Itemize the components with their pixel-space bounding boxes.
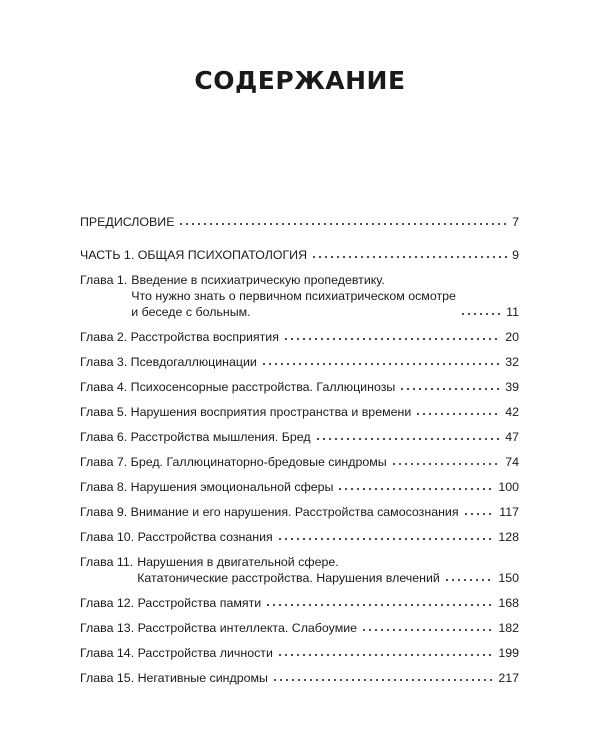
toc-entry-label: Глава 4. Психосенсорные расстройства. Галлюцинозы	[80, 380, 396, 394]
toc-entry-preface	[80, 214, 519, 230]
toc-entry-label	[80, 272, 456, 320]
toc-entry-label: Глава 2. Расстройства восприятия	[80, 330, 279, 344]
toc-entry-page: 11	[506, 305, 519, 319]
dot-leader	[265, 603, 494, 607]
dot-leader	[277, 653, 494, 657]
toc-entry-chapter-3	[80, 354, 519, 370]
toc-entry-label: Глава 3. Псевдогаллюцинации	[80, 355, 257, 369]
toc-entry-page: 168	[498, 596, 519, 610]
chapter-title-line: и беседе с больным.	[131, 305, 251, 319]
toc-entry-label: ЧАСТЬ 1. ОБЩАЯ ПСИХОПАТОЛОГИЯ	[80, 248, 308, 262]
toc-entry-chapter-1	[80, 272, 519, 320]
toc-entry-chapter-14	[80, 645, 519, 661]
toc-entry-label: Глава 9. Внимание и его нарушения. Расстройства самосознания	[80, 505, 459, 519]
toc-entry-chapter-6	[80, 429, 519, 445]
toc-entry-page: 20	[505, 330, 519, 344]
dot-leader	[337, 487, 494, 491]
toc-entry-page: 42	[505, 405, 519, 419]
toc-entry-label: Глава 13. Расстройства интеллекта. Слабоумие	[80, 621, 358, 635]
dot-leader	[361, 628, 494, 632]
toc-entry-label: ПРЕДИСЛОВИЕ	[80, 215, 175, 229]
toc-entry-page: 9	[512, 248, 519, 262]
toc-entry-chapter-10	[80, 529, 519, 545]
dot-leader	[399, 387, 501, 391]
dot-leader	[460, 312, 502, 316]
dot-leader	[311, 255, 508, 259]
toc-entry-page: 32	[505, 355, 519, 369]
table-of-contents	[80, 214, 519, 686]
toc-entry-label: Глава 5. Нарушения восприятия пространства и времени	[80, 405, 412, 419]
toc-entry-page: 74	[505, 455, 519, 469]
dot-leader	[463, 512, 496, 516]
toc-entry-label: Глава 15. Негативные синдромы	[80, 671, 268, 685]
dot-leader	[261, 362, 501, 366]
toc-entry-chapter-7	[80, 454, 519, 470]
toc-entry-page: 117	[499, 505, 519, 519]
toc-entry-label	[80, 554, 440, 586]
toc-entry-label: Глава 10. Расстройства сознания	[80, 530, 273, 544]
toc-entry-page: 100	[498, 480, 519, 494]
toc-entry-chapter-4	[80, 379, 519, 395]
toc-entry-page: 199	[498, 646, 519, 660]
toc-entry-page: 217	[498, 671, 519, 685]
toc-entry-chapter-11	[80, 554, 519, 586]
toc-entry-page: 150	[498, 571, 519, 585]
toc-entry-page: 128	[498, 530, 519, 544]
chapter-title-line: Нарушения в двигательной сфере.	[137, 555, 339, 569]
toc-entry-label: Глава 12. Расстройства памяти	[80, 596, 262, 610]
chapter-title-line: Введение в психиатрическую пропедевтику.	[131, 273, 385, 287]
dot-leader	[391, 462, 502, 466]
toc-entry-page: 182	[498, 621, 519, 635]
toc-entry-label: Глава 7. Бред. Галлюцинаторно-бредовые синдромы	[80, 455, 387, 469]
chapter-number: Глава 11.	[80, 555, 134, 569]
dot-leader	[315, 437, 502, 441]
toc-entry-label: Глава 6. Расстройства мышления. Бред	[80, 430, 311, 444]
toc-entry-chapter-15	[80, 670, 519, 686]
toc-entry-chapter-12	[80, 595, 519, 611]
chapter-number: Глава 1.	[80, 273, 128, 287]
dot-leader	[272, 678, 494, 682]
dot-leader	[277, 537, 495, 541]
dot-leader	[415, 412, 501, 416]
toc-entry-chapter-8	[80, 479, 519, 495]
chapter-title-line: Что нужно знать о первичном психиатрическом осмотре	[131, 289, 456, 303]
chapter-title-line: Кататонические расстройства. Нарушения влечений	[137, 571, 440, 585]
toc-entry-page: 7	[512, 215, 519, 229]
toc-entry-part-1	[80, 247, 519, 263]
toc-entry-chapter-9	[80, 504, 519, 520]
toc-entry-page: 39	[505, 380, 519, 394]
page-title: СОДЕРЖАНИЕ	[194, 66, 406, 95]
toc-entry-page: 47	[505, 430, 519, 444]
dot-leader	[283, 337, 501, 341]
dot-leader	[444, 578, 494, 582]
toc-entry-chapter-2	[80, 329, 519, 345]
toc-entry-label: Глава 8. Нарушения эмоциональной сферы	[80, 480, 334, 494]
toc-entry-chapter-13	[80, 620, 519, 636]
dot-leader	[178, 222, 508, 226]
toc-entry-chapter-5	[80, 404, 519, 420]
toc-entry-label: Глава 14. Расстройства личности	[80, 646, 273, 660]
